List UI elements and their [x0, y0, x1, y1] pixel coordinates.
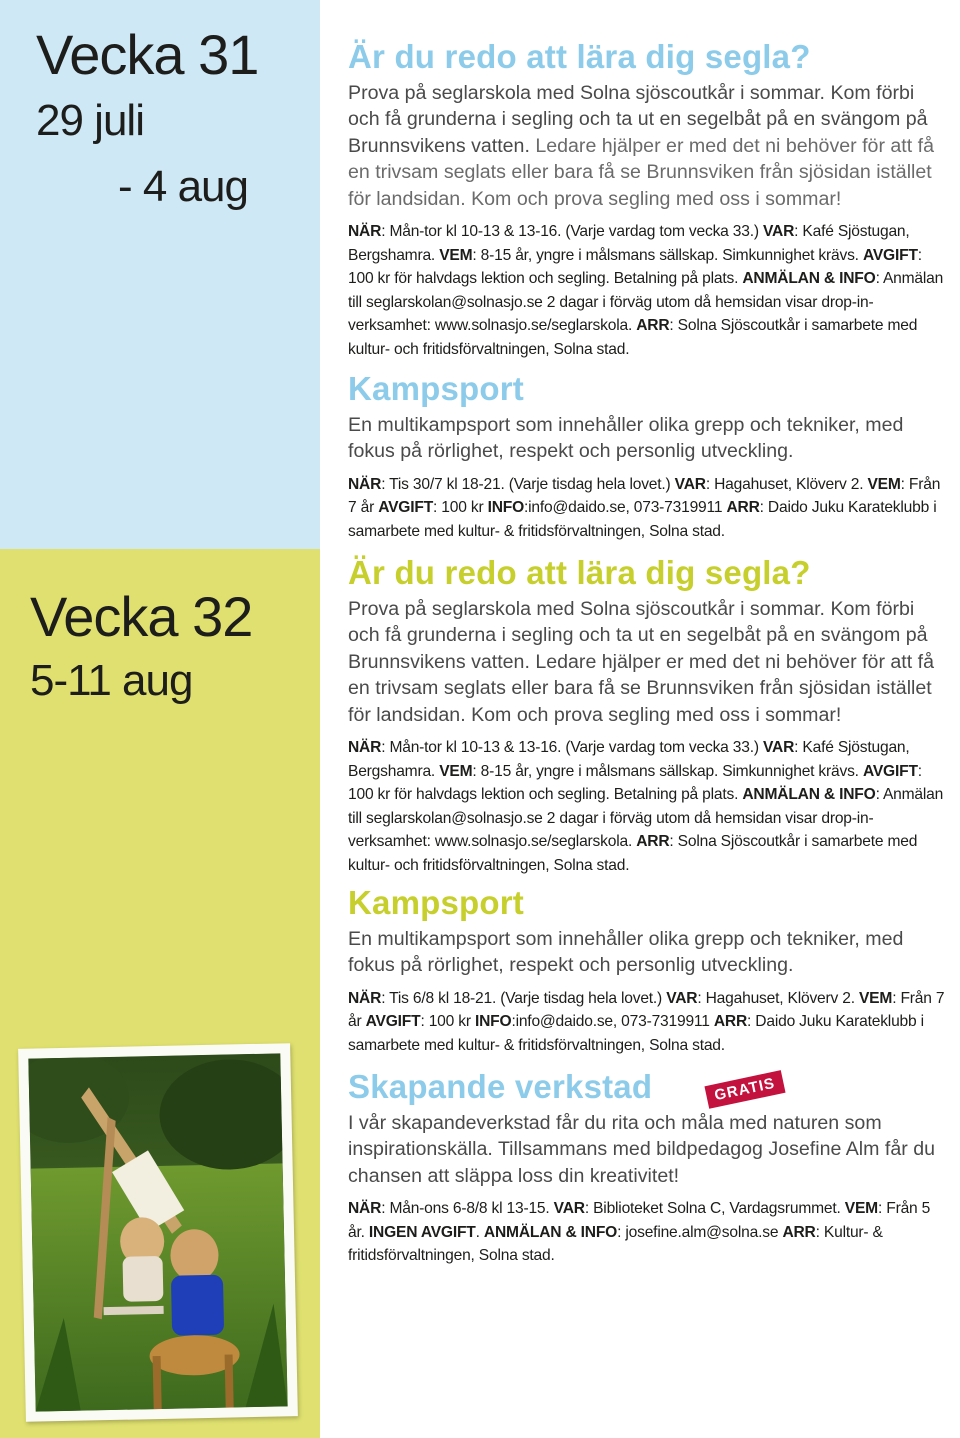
section-intro: En multikampsport som innehåller olika grepp och tekniker, med fokus på rörlighet, respekt och personlig utveckling. [348, 414, 904, 463]
detail-text: : 100 kr för halvdags lektion och segling. Betalning på plats. [348, 762, 922, 804]
section-details [348, 220, 948, 362]
section-details [348, 1197, 948, 1268]
label-var: VAR [762, 223, 795, 241]
detail-text: : Kafé Sjöstugan, Bergshamra. [348, 739, 910, 780]
detail-text: : Mån-tor kl 10-13 & 13-16. (Varje vardag tom vecka 33.) [381, 739, 763, 757]
photo-illustration [28, 1053, 287, 1411]
section-details [348, 736, 948, 878]
section-kampsport-week32 [348, 884, 948, 1058]
label-ingen-avgift: INGEN AVGIFT [368, 1223, 476, 1241]
detail-text: : Solna Sjöscoutkår i samarbete med kultur- och fritidsförvaltningen, Solna stad. [348, 317, 918, 358]
section-heading: Är du redo att lära dig segla? [348, 38, 811, 75]
section-details [348, 473, 948, 544]
detail-text: : Hagahuset, Klöverv 2. [705, 475, 868, 493]
detail-text: : Hagahuset, Klöverv 2. [697, 989, 859, 1007]
label-avgift: AVGIFT [378, 499, 434, 517]
label-vem: VEM [439, 762, 473, 780]
label-avgift: AVGIFT [862, 246, 918, 264]
label-var: VAR [762, 739, 795, 757]
label-arr: ARR [726, 499, 760, 517]
detail-text: : Daido Juku Karateklubb i samarbete med kultur- & fritidsförvaltningen, Solna stad. [348, 499, 937, 540]
label-info: INFO [487, 499, 525, 517]
section-intro: Prova på seglarskola med Solna sjöscoutkår i sommar. Kom förbi och få grunderna i segling och ta ut en segelbåt på en svängom på Brunnsvikens vatten. Ledare hjälper er med det ni behöver för att få en trivsam seglats eller bara få se Brunnsviken från sjösidan istället för landsidan. Kom och prova segling med oss i sommar! [348, 598, 934, 726]
label-vem: VEM [439, 246, 473, 264]
week31-title: Vecka 31 [36, 23, 259, 86]
label-avgift: AVGIFT [862, 762, 918, 780]
detail-text: : Tis 6/8 kl 18-21. (Varje tisdag hela lovet.) [381, 989, 667, 1007]
section-details [348, 987, 948, 1058]
detail-text: : Anmälan till seglarskolan@solnasjo.se 2 dagar i förväg utom då hemsidan visar drop-in-verksamhet: www.solnasjo.se/seglarskola. [348, 786, 944, 851]
section-heading: Kampsport [348, 884, 524, 921]
detail-text: : 8-15 år, yngre i målsmans sällskap. Simkunnighet krävs. [472, 246, 863, 264]
label-anmalan-info: ANMÄLAN & INFO [483, 1223, 618, 1241]
detail-text: : Mån-tor kl 10-13 & 13-16. (Varje vardag tom vecka 33.) [381, 223, 763, 241]
week32-dates: 5-11 aug [30, 656, 193, 705]
section-intro [348, 80, 948, 212]
label-anmalan-info: ANMÄLAN & INFO [742, 270, 876, 288]
detail-text: : Solna Sjöscoutkår i samarbete med kultur- och fritidsförvaltningen, Solna stad. [348, 833, 918, 874]
label-vem: VEM [858, 989, 893, 1007]
label-arr: ARR [636, 317, 670, 335]
detail-text: : 100 kr [420, 1013, 475, 1031]
label-nar: NÄR [348, 989, 382, 1007]
label-var: VAR [553, 1200, 585, 1218]
detail-text: : Från 7 år [348, 989, 945, 1031]
label-arr: ARR [636, 833, 670, 851]
week31-date-end: - 4 aug [118, 162, 248, 211]
label-info: INFO [474, 1013, 512, 1031]
detail-text: : Mån-ons 6-8/8 kl 13-15. [381, 1200, 554, 1218]
label-nar: NÄR [348, 739, 382, 757]
section-sailing-week31 [348, 38, 948, 362]
section-sailing-week32 [348, 554, 948, 878]
detail-text: : Kafé Sjöstugan, Bergshamra. [348, 223, 910, 264]
label-nar: NÄR [348, 475, 382, 493]
photo-frame [18, 1043, 298, 1422]
gratis-badge: GRATIS [704, 1070, 785, 1109]
detail-text: : 100 kr för halvdags lektion och segling. Betalning på plats. [348, 246, 922, 288]
detail-text: : Från 5 år. [348, 1200, 931, 1241]
section-heading: Skapande verkstad [348, 1068, 653, 1105]
section-intro: En multikampsport som innehåller olika grepp och tekniker, med fokus på rörlighet, respekt och personlig utveckling. [348, 928, 904, 977]
detail-text: : 8-15 år, yngre i målsmans sällskap. Simkunnighet krävs. [472, 762, 863, 780]
label-anmalan-info: ANMÄLAN & INFO [742, 786, 876, 804]
label-nar: NÄR [348, 223, 382, 241]
detail-text: . [475, 1223, 484, 1241]
label-avgift: AVGIFT [365, 1013, 421, 1031]
children-painting-photo [28, 1053, 287, 1411]
label-var: VAR [674, 475, 706, 493]
intro-text-light: Ledare hjälper er med det ni behöver för att få en trivsam seglats eller bara få se Brunnsviken från sjösidan istället för landsidan. Kom och prova segling med oss i sommar! [348, 134, 934, 210]
detail-text: : Daido Juku Karateklubb i samarbete med kultur- & fritidsförvaltningen, Solna stad. [348, 1013, 924, 1054]
detail-text: : Anmälan till seglarskolan@solnasjo.se 2 dagar i förväg utom då hemsidan visar drop-in-verksamhet: www.solnasjo.se/seglarskola. [348, 270, 944, 335]
detail-text: :info@daido.se, 073-7319911 [524, 499, 727, 517]
label-var: VAR [666, 989, 698, 1007]
label-vem: VEM [867, 475, 901, 493]
label-vem: VEM [844, 1200, 878, 1218]
section-intro: I vår skapandeverkstad får du rita och måla med naturen som inspirationskälla. Tillsammans med bildpedagog Josefine Alm får du chansen att släppa loss din kreativitet! [348, 1112, 936, 1187]
detail-text: :info@daido.se, 073-7319911 [511, 1013, 714, 1031]
label-nar: NÄR [348, 1200, 382, 1218]
detail-text: : 100 kr [433, 499, 488, 517]
section-heading: Är du redo att lära dig segla? [348, 554, 811, 591]
week32-title: Vecka 32 [30, 585, 253, 648]
label-arr: ARR [782, 1223, 816, 1241]
section-heading: Kampsport [348, 370, 524, 407]
section-skapande-verkstad [348, 1068, 948, 1268]
detail-text: : Biblioteket Solna C, Vardagsrummet. [584, 1200, 845, 1218]
week31-date-start: 29 juli [36, 96, 144, 145]
detail-text: : Tis 30/7 kl 18-21. (Varje tisdag hela lovet.) [381, 475, 675, 493]
detail-text: : Kultur- & fritidsförvaltningen, Solna stad. [348, 1223, 883, 1265]
detail-text: : Från 7 år [348, 475, 941, 517]
intro-text: Prova på seglarskola med Solna sjöscoutkår i sommar. Kom förbi och få grunderna i segling och ta ut en segelbåt på en svängom på Brunnsvikens vatten. [348, 82, 928, 157]
detail-text: : josefine.alm@solna.se [617, 1223, 783, 1241]
section-kampsport-week31 [348, 370, 948, 544]
label-arr: ARR [713, 1013, 748, 1031]
